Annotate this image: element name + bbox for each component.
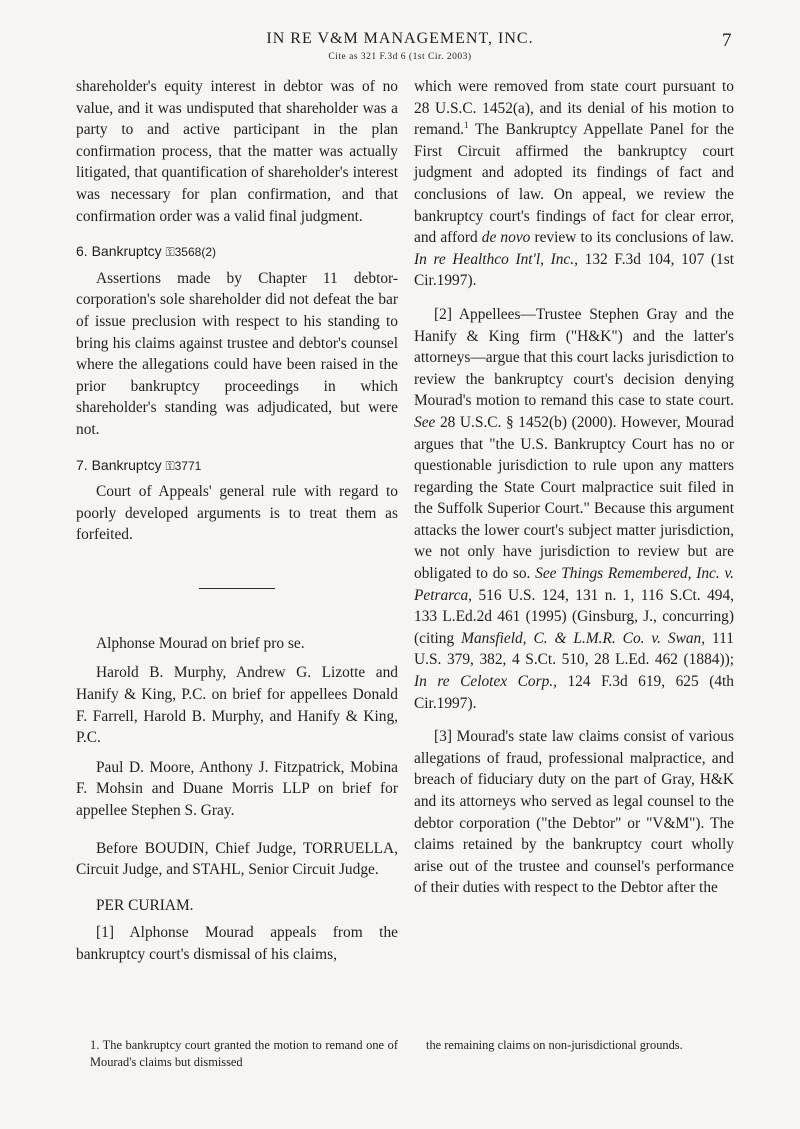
- signal-see: See: [414, 413, 436, 431]
- italic-term: de novo: [481, 229, 531, 247]
- headnote-7-heading: [76, 455, 398, 478]
- footnote-1-left: [76, 1037, 398, 1071]
- page-number: 7: [722, 30, 732, 51]
- opinion-paragraph-3: [3] Mourad's state law claims consist of various allegations of fraud, professional malpractice, and breach of fiduciary duty on the part of Gray, H&K and its attorneys who served as legal counsel to the debtor corporation ("the Debtor" or "V&M"). The claims retained by the bankruptcy court wholly arise out of the trustee and counsel's performance of their duties with respect to the Debtor after the: [414, 728, 734, 897]
- citation-line: Cite as 321 F.3d 6 (1st Cir. 2003): [328, 52, 472, 62]
- per-curiam-heading: PER CURIAM.: [96, 896, 194, 914]
- opinion-paragraph-1-cont: which were removed from state court pursuant to 28 U.S.C. 1452(a), and its denial of his motion to remand.$^1$ The Bankruptcy Appellate Panel for the First Circuit affirmed the bankruptcy court judgment and adopted its findings of fact and conclusions of law. On appeal, we review the bankruptcy court's findings of fact for clear error, and afford de novo review to its conclusions of law. In re Healthco Int'l, Inc., 132 F.3d 104, 107 (1st Cir.1997).: [414, 78, 734, 290]
- footnote-1-right: [414, 1037, 734, 1054]
- counsel-entry: Alphonse Mourad on brief pro se.: [96, 634, 305, 652]
- footnote-text: the remaining claims on non-jurisdictional grounds.: [426, 1038, 683, 1052]
- case-citation: Mansfield, C. & L.M.R. Co. v. Swan,: [461, 629, 706, 647]
- key-number-icon: ⚿3771: [165, 458, 202, 473]
- footnote-reference[interactable]: 1: [464, 120, 469, 131]
- counsel-entry: Harold B. Murphy, Andrew G. Lizotte and Hanify & King, P.C. on brief for appellees Donald F. Farrell, Harold B. Murphy, and Hanify & King, P.C.: [76, 664, 398, 747]
- right-column: [414, 76, 734, 899]
- running-title: IN RE V&M MANAGEMENT, INC.: [266, 30, 534, 47]
- opinion-paragraph-1-start: [1] Alphonse Mourad appeals from the bankruptcy court's dismissal of his claims,: [76, 924, 398, 963]
- key-number-icon: ⚿3568(2): [165, 245, 216, 260]
- headnote-6-label: 6. Bankruptcy: [76, 243, 162, 260]
- left-column: [76, 76, 398, 966]
- headnote-7-label: 7. Bankruptcy: [76, 456, 162, 473]
- opinion-paragraph-2: [2] Appellees—Trustee Stephen Gray and the Hanify & King firm ("H&K") and the latter's attorneys—argue that this court lacks jurisdiction to review the bankruptcy court's decision denying Mourad's motion to remand this case to state court. See 28 U.S.C. § 1452(b) (2000). However, Mourad argues that "the U.S. Bankruptcy Court has no or questionable jurisdiction to rule upon any matters regarding the State Court malpractice suit filed in the Suffolk Superior Court." Because this argument attacks the lower court's subject matter jurisdiction, we not only have jurisdiction to review but are obligated to do so. See Things Remembered, Inc. v. Petrarca, 516 U.S. 124, 131 n. 1, 116 S.Ct. 494, 133 L.Ed.2d 461 (1995) (Ginsburg, J., concurring)(citing Mansfield, C. & L.M.R. Co. v. Swan, 111 U.S. 379, 382, 4 S.Ct. 510, 28 L.Ed. 462 (1884)); In re Celotex Corp., 124 F.3d 619, 625 (4th Cir.1997).: [414, 305, 734, 712]
- counsel-block: [76, 633, 398, 822]
- case-citation: In re Healthco Int'l, Inc.,: [414, 250, 578, 268]
- headnote-6-text: Assertions made by Chapter 11 debtor-corporation's sole shareholder did not defeat the bar of issue preclusion with respect to his standing to bring his claims against trustee and debtor's counsel where the allegations could have been raised in the prior bankruptcy proceedings in which shareholder's standing was adjudicated, but were not.: [76, 269, 398, 438]
- section-divider: [199, 588, 275, 589]
- case-citation: In re Celotex Corp.,: [414, 673, 557, 691]
- headnote-5-tail: shareholder's equity interest in debtor was of no value, and it was undisputed that shareholder was a party to and active participant in the plan confirmation process, that the matter was actually litigated, that quantification of shareholder's interest was necessary for plan confirmation, and that confirmation order was a valid final judgment.: [76, 78, 398, 225]
- headnote-7-text: Court of Appeals' general rule with regard to poorly developed arguments is to treat them as forfeited.: [76, 483, 398, 544]
- headnote-6-heading: [76, 241, 398, 264]
- panel-judges: Before BOUDIN, Chief Judge, TORRUELLA, Circuit Judge, and STAHL, Senior Circuit Judge.: [76, 839, 398, 879]
- counsel-entry: Paul D. Moore, Anthony J. Fitzpatrick, Mobina F. Mohsin and Duane Morris LLP on brief for appellee Stephen S. Gray.: [76, 758, 398, 820]
- footnote-text: 1. The bankruptcy court granted the motion to remand one of Mourad's claims but dismissed: [90, 1038, 398, 1069]
- case-citation: See Things Remembered, Inc. v. Petrarca,: [414, 565, 734, 604]
